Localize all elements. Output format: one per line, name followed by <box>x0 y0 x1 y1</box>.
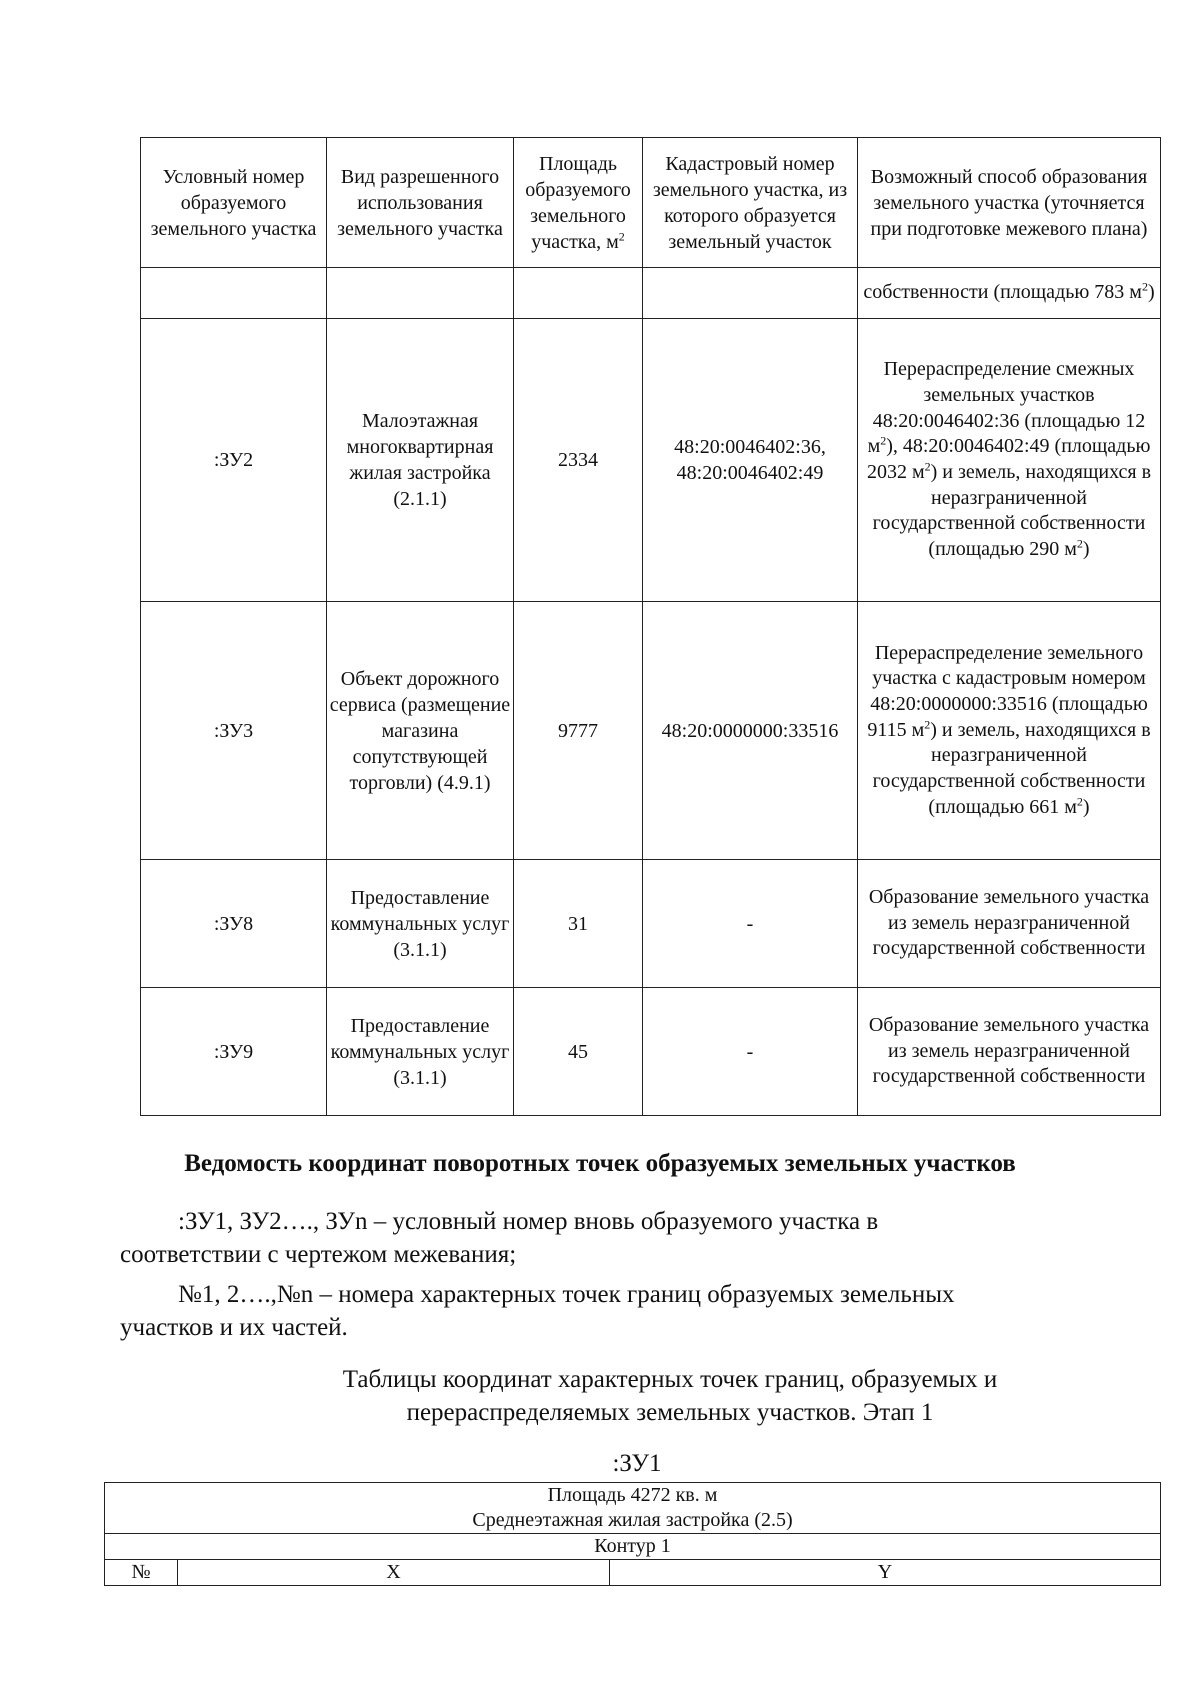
method-sup: 2 <box>1141 279 1148 294</box>
header-permitted-use: Вид разрешенного использования земельного участка <box>327 138 514 268</box>
method-text: собственности (площадью 783 м <box>863 281 1142 304</box>
cell-cadastral-number: - <box>643 860 858 988</box>
cell-empty <box>514 268 643 319</box>
cell-method <box>858 988 1161 1116</box>
method-sup: 2 <box>924 459 931 474</box>
cell-cadastral-number: - <box>643 988 858 1116</box>
method-text: ) <box>1147 281 1155 304</box>
header-formation-method: Возможный способ образования земельного участка (уточняется при подготовке межевого плана) <box>858 138 1161 268</box>
header-area <box>514 138 643 268</box>
coord-header-number: № <box>105 1560 178 1586</box>
cell-area: 9777 <box>514 602 643 860</box>
cell-permitted-use: Малоэтажная многоквартирная жилая застройка (2.1.1) <box>327 319 514 602</box>
method-text: Образование земельного участка из земель неразграниченной государственной собственности <box>868 1013 1150 1088</box>
cell-empty <box>327 268 514 319</box>
coordinates-statement-heading: Ведомость координат поворотных точек образуемых земельных участков <box>184 1150 1016 1177</box>
method-text: Перераспределение земельного участка с кадастровым номером 48:20:0000000:33516 (площадью 9115 м <box>867 641 1148 741</box>
legend-plot-numbers-line1: :ЗУ1, ЗУ2…., ЗУn – условный номер вновь образуемого участка в <box>178 1208 879 1235</box>
cell-permitted-use: Объект дорожного сервиса (размещение магазина сопутствующей торговли) (4.9.1) <box>327 602 514 860</box>
land-plots-table <box>140 137 1161 1116</box>
legend-point-numbers-line1: №1, 2….,№n – номера характерных точек границ образуемых земельных <box>178 1281 955 1308</box>
method-text: ) и земель, находящихся в неразграниченной государственной собственности (площадью 290 м <box>872 461 1152 561</box>
method-text: ) и земель, находящихся в неразграниченной государственной собственности (площадью 661 м <box>872 718 1151 818</box>
cell-cadastral-number: 48:20:0046402:36, 48:20:0046402:49 <box>643 319 858 602</box>
cell-cadastral-number: 48:20:0000000:33516 <box>643 602 858 860</box>
table-row <box>141 319 1161 602</box>
caption-line1: Таблицы координат характерных точек границ, образуемых и <box>342 1366 998 1393</box>
method-text: Перераспределение смежных земельных участков 48:20:0046402:36 (площадью 12 м <box>867 358 1146 458</box>
coord-header-row <box>105 1560 1161 1586</box>
coord-info-row <box>105 1483 1161 1534</box>
table-row-continuation <box>141 268 1161 319</box>
cell-plot-number: :ЗУ8 <box>141 860 327 988</box>
coord-permitted-use: Среднеэтажная жилая застройка (2.5) <box>472 1509 793 1531</box>
cell-plot-number: :ЗУ9 <box>141 988 327 1116</box>
header-area-text: Площадь образуемого земельного участка, м <box>525 152 631 253</box>
legend-point-numbers-line2: участков и их частей. <box>120 1314 348 1341</box>
cell-method <box>858 860 1161 988</box>
method-sup: 2 <box>880 433 887 448</box>
table-row <box>141 602 1161 860</box>
method-text: Образование земельного участка из земель неразграниченной государственной собственности <box>868 885 1150 960</box>
cell-method <box>858 602 1161 860</box>
cell-permitted-use: Предоставление коммунальных услуг (3.1.1) <box>327 860 514 988</box>
method-text: ) <box>1082 795 1090 818</box>
coord-header-x: X <box>178 1560 610 1586</box>
cell-area: 45 <box>514 988 643 1116</box>
table-header-row <box>141 138 1161 268</box>
cell-plot-number: :ЗУ2 <box>141 319 327 602</box>
table-row <box>141 860 1161 988</box>
method-text: ) <box>1082 538 1090 561</box>
header-plot-number: Условный номер образуемого земельного участка <box>141 138 327 268</box>
coordinates-table <box>104 1482 1161 1586</box>
cell-empty <box>141 268 327 319</box>
coord-area: Площадь 4272 кв. м <box>547 1484 718 1506</box>
method-sup: 2 <box>924 716 931 731</box>
method-text: ), 48:20:0046402:49 (площадью 2032 м <box>866 435 1151 483</box>
method-sup: 2 <box>1076 794 1083 809</box>
cell-area: 2334 <box>514 319 643 602</box>
coord-header-y: Y <box>610 1560 1161 1586</box>
cell-empty <box>643 268 858 319</box>
cell-method <box>858 268 1161 319</box>
caption-line2: перераспределяемых земельных участков. Этап 1 <box>406 1399 934 1426</box>
legend-plot-numbers-line2: соответствии с чертежом межевания; <box>120 1241 517 1268</box>
coord-info-cell <box>105 1483 1161 1534</box>
header-area-sup: 2 <box>618 228 625 243</box>
coord-contour-row <box>105 1534 1161 1560</box>
cell-method <box>858 319 1161 602</box>
method-sup: 2 <box>1076 536 1083 551</box>
coord-contour: Контур 1 <box>105 1534 1161 1560</box>
header-cadastral-number: Кадастровый номер земельного участка, из которого образуется земельный участок <box>643 138 858 268</box>
cell-permitted-use: Предоставление коммунальных услуг (3.1.1) <box>327 988 514 1116</box>
plot-label: :ЗУ1 <box>612 1450 662 1477</box>
table-row <box>141 988 1161 1116</box>
cell-area: 31 <box>514 860 643 988</box>
cell-plot-number: :ЗУ3 <box>141 602 327 860</box>
